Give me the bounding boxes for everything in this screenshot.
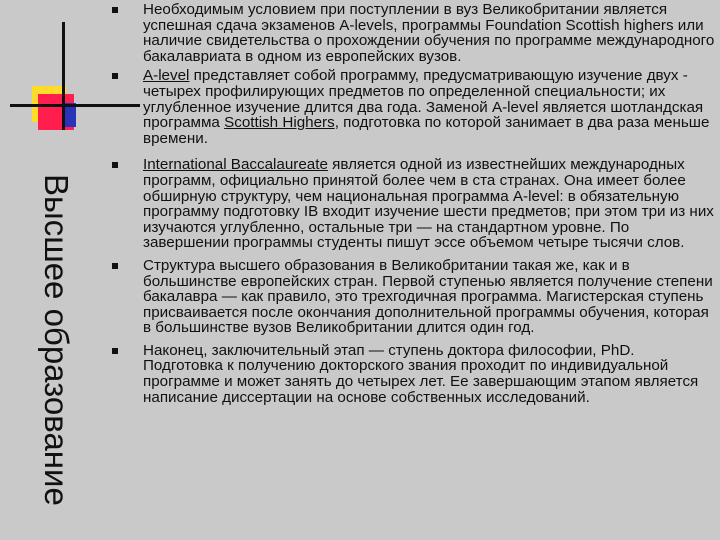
a-level-link[interactable]: A-level — [143, 67, 190, 85]
bullet-icon — [112, 7, 118, 13]
bullet-list — [112, 2, 716, 405]
list-item — [112, 258, 716, 336]
list-item — [112, 343, 716, 405]
bullet-icon — [112, 73, 118, 79]
decorative-vertical-line — [62, 22, 65, 130]
scottish-highers-link[interactable]: Scottish Highers — [224, 114, 335, 132]
item-text: представляет собой программу, предусматривающую изучение двух - четырех профилирующих предметов по определенной специальности; их углубленное изучение длится два года. Заменой A-level является шотландская программа — [143, 67, 704, 132]
item-text: является одной из известнейших международных программ, официально принятой более чем в ста странах. Она имеет более обширную структуру, чем национальная программа A-level: в обязательную программу подготовку IB входит изучение шести предметов; при этом три из них изучаются углубленно, остальные три — на стандартном уровне. По завершении программы студенты пишут эссе объемом четыре тысячи слов. — [143, 156, 714, 252]
bullet-icon — [112, 263, 118, 269]
list-item — [112, 157, 716, 251]
item-text: Структура высшего образования в Великобритании такая же, как и в большинстве европейских стран. Первой ступенью является получение степени бакалавра — как правило, это трехгодичная программа. Магистерская ступень присваивается после окончания дополнительной программы обучения, которая в большинстве вузов Великобритании длится один год. — [143, 256, 713, 337]
list-item — [112, 2, 716, 64]
list-item — [112, 68, 716, 146]
bullet-icon — [112, 348, 118, 354]
bullet-icon — [112, 162, 118, 168]
slide-title: Высшее образование — [38, 174, 75, 506]
item-text: Необходимым условием при поступлении в вуз Великобритании является успешная сдача экзаменов A-levels, программы Foundation Scottish highers или наличие свидетельства о прохождении обучения по программе международного бакалавриата в одном из европейских вузов. — [143, 1, 715, 65]
international-baccalaureate-link[interactable]: International Baccalaureate — [143, 156, 328, 174]
item-text: , подготовка по которой занимает в два раза меньше времени. — [143, 114, 710, 147]
item-text: Наконец, заключительный этап — ступень доктора философии, PhD. Подготовка к получению докторского звания проходит по индивидуальной программе и может занять до четырех лет. Ее завершающим этапом является написание диссертации на основе собственных исследований. — [143, 341, 699, 406]
